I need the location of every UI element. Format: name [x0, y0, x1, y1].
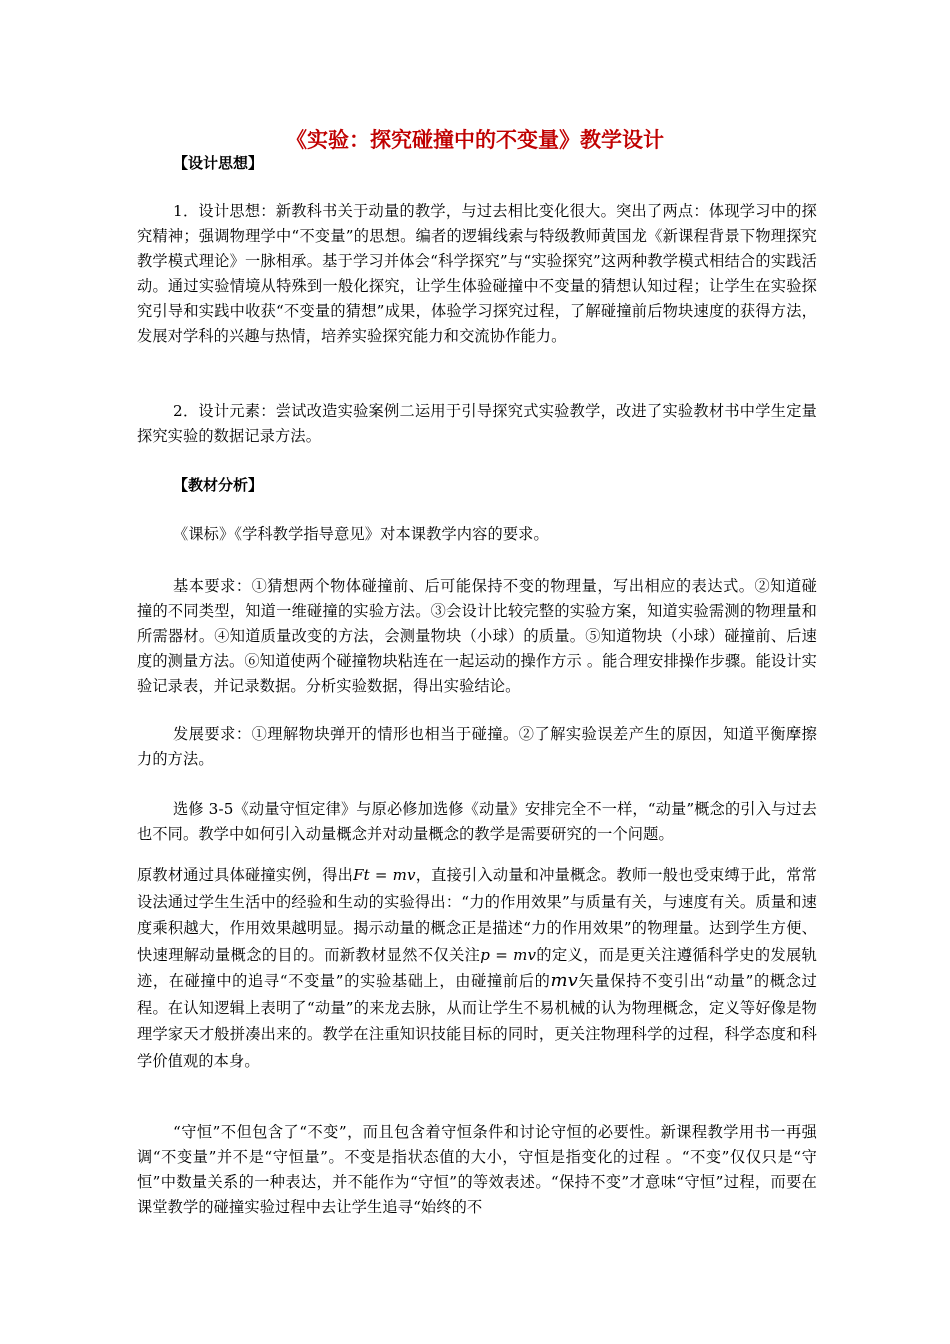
- document-title: 《实验：探究碰撞中的不变量》教学设计: [286, 128, 664, 152]
- section-heading-textbook-analysis: 【教材分析】: [173, 476, 264, 494]
- paragraph-momentum-concept: [137, 862, 817, 1074]
- paragraph-curriculum-standard: 《课标》《学科教学指导意见》对本课教学内容的要求。: [173, 525, 549, 543]
- paragraph-conservation: “守恒”不但包含了“不变”，而且包含着守恒条件和讨论守恒的必要性。新课程教学用书一再强调“不变量”并不是“守恒量”。不变是指状态值的大小，守恒是指变化的过程 。“不变”仅仅只是“守恒”中数量关系的一种表达，并不能作为“守恒”的等效表述。“保持不变”才意味“守恒”过程，而要在课堂教学的碰撞实验过程中去让学生追寻“始终的不: [137, 1123, 817, 1216]
- paragraph-development-requirements: 发展要求：①理解物块弹开的情形也相当于碰撞。②了解实验误差产生的原因，知道平衡摩擦力的方法。: [137, 725, 817, 768]
- text-segment: 的定义，而是更关注遵循科学史的发展轨迹，在碰撞中的追寻“不变量”的实验基础上，由碰撞前后的: [137, 945, 817, 990]
- text-segment: 原教材通过具体碰撞实例，得出: [137, 866, 354, 884]
- text-segment: 矢量保持不变引出“动量”的概念过程。在认知逻辑上表明了“动量”的来龙去脉，从而让学生不易机械的认为物理概念，定义等好像是物理学家天才般拼凑出来的。教学在注重知识技能目标的同时，更关注物理科学的过程，科学态度和科学价值观的本身。: [137, 972, 817, 1070]
- paragraph-elective-3-5: 选修 3-5《动量守恒定律》与原必修加选修《动量》安排完全不一样，“动量”概念的引入与过去也不同。教学中如何引入动量概念并对动量概念的教学是需要研究的一个问题。: [137, 800, 817, 843]
- section-heading-design-thinking: 【设计思想】: [173, 154, 264, 172]
- text-segment: ，直接引入动量和冲量概念。教师一般也受束缚于此，常常设法通过学生生活中的经验和生动的实验得出：“力的作用效果”与质量有关，与速度有关。质量和速度乘积越大，作用效果越明显。揭示动量的概念正是描述“力的作用效果”的物理量。达到学生方便、快速理解动量概念的目的。而新教材显然不仅关注: [137, 866, 817, 964]
- paragraph-design-thinking: 1．设计思想：新教科书关于动量的教学，与过去相比变化很大。突出了两点：体现学习中的探究精神；强调物理学中“不变量”的思想。编者的逻辑线索与特级教师黄国龙《新课程背景下物理探究教学模式理论》一脉相承。基于学习并体会“科学探究”与“实验探究”这两种教学模式相结合的实践活动。通过实验情境从特殊到一般化探究，让学生体验碰撞中不变量的猜想认知过程；让学生在实验探究引导和实践中收获“不变量的猜想”成果，体验学习探究过程，了解碰撞前后物块速度的获得方法，发展对学科的兴趣与热情，培养实验探究能力和交流协作能力。: [137, 202, 817, 345]
- formula-p-equals-mv: p = mv: [480, 945, 537, 964]
- paragraph-design-elements: 2．设计元素：尝试改造实验案例二运用于引导探究式实验教学，改进了实验教材书中学生定量探究实验的数据记录方法。: [137, 402, 817, 445]
- paragraph-basic-requirements: 基本要求：①猜想两个物体碰撞前、后可能保持不变的物理量，写出相应的表达式。②知道碰撞的不同类型，知道一维碰撞的实验方法。③会设计比较完整的实验方案，知道实验需测的物理量和所需器材。④知道质量改变的方法，会测量物块（小球）的质量。⑤知道物块（小球）碰撞前、后速度的测量方法。⑥知道使两个碰撞物块粘连在一起运动的操作方示 。能合理安排操作步骤。能设计实验记录表，并记录数据。分析实验数据，得出实验结论。: [137, 577, 817, 695]
- formula-ft-equals-mv: Ft = mv: [353, 866, 416, 884]
- formula-mv: mv: [550, 970, 579, 991]
